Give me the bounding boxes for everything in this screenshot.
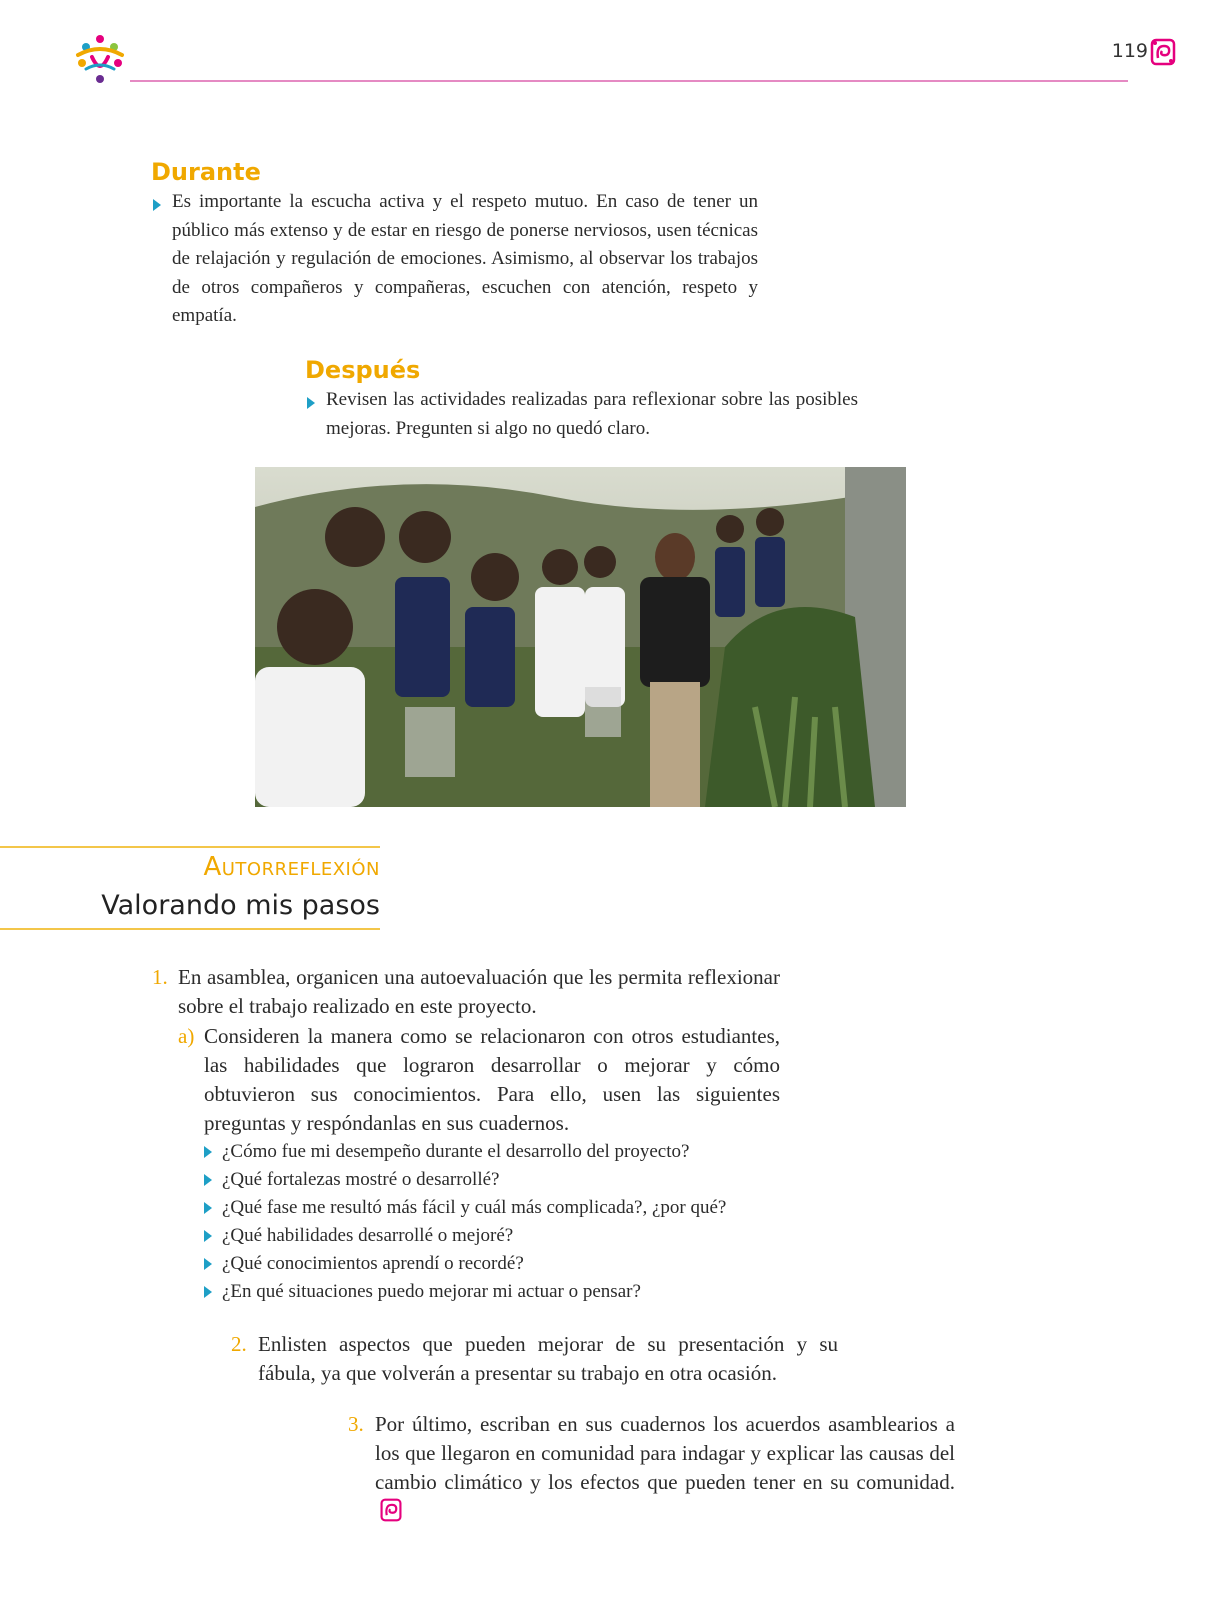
section-kicker: Autorreflexión bbox=[203, 852, 380, 882]
bullet-triangle-icon bbox=[204, 1174, 212, 1186]
bullet-triangle-icon bbox=[204, 1202, 212, 1214]
section-title: Valorando mis pasos bbox=[101, 890, 380, 921]
bullet-triangle-icon bbox=[204, 1146, 212, 1158]
section-rule-bottom bbox=[0, 928, 380, 930]
header-rule bbox=[130, 80, 1128, 82]
item-2-text: Enlisten aspectos que pueden mejorar de su presentación y su fábula, ya que volverán a presentar su trabajo en otra ocasión. bbox=[258, 1332, 838, 1385]
page-number: 119 bbox=[1111, 40, 1148, 62]
despues-heading: Después bbox=[305, 356, 421, 384]
bullet-triangle-icon bbox=[307, 397, 315, 409]
students-garden-photo bbox=[255, 467, 906, 807]
bullet-triangle-icon bbox=[204, 1230, 212, 1242]
durante-text: Es importante la escucha activa y el respeto mutuo. En caso de tener un público más extenso y de estar en riesgo de ponerse nerviosos, usen técnicas de relajación y regulación de emociones. Asimismo, al observar los trabajos de otros compañeros y compañeras, escuchen con atención, respeto y empatía. bbox=[172, 191, 758, 326]
despues-text: Revisen las actividades realizadas para reflexionar sobre las posibles mejoras. Pregunten si algo no quedó claro. bbox=[326, 389, 858, 439]
durante-heading: Durante bbox=[151, 158, 261, 186]
pink-spiral-ornament-icon bbox=[379, 1498, 403, 1522]
item-1a-letter: a) bbox=[178, 1024, 195, 1048]
bullet-triangle-icon bbox=[204, 1258, 212, 1270]
item-1-number: 1. bbox=[152, 965, 168, 989]
item-3-text: Por último, escriban en sus cuadernos los acuerdos asamblearios a los que llegaron en comunidad para indagar y explicar las causas del cambio climático y los efectos que pueden tener en su comunidad. bbox=[375, 1410, 955, 1526]
colorful-people-logo-icon bbox=[72, 33, 128, 85]
item-1-text: En asamblea, organicen una autoevaluación que les permita reflexionar sobre el trabajo realizado en este proyecto. bbox=[178, 965, 780, 1018]
item-2-number: 2. bbox=[231, 1332, 247, 1356]
bullet-triangle-icon bbox=[153, 199, 161, 211]
bullet-triangle-icon bbox=[204, 1286, 212, 1298]
section-rule-top bbox=[0, 846, 380, 848]
item-1a-text: Consideren la manera como se relacionaron con otros estudiantes, las habilidades que lograron desarrollar o mejorar y cómo obtuvieron sus conocimientos. Para ello, usen las siguientes preguntas y respóndanlas en sus cuadernos. bbox=[204, 1024, 780, 1135]
pink-spiral-ornament-icon bbox=[1150, 38, 1176, 66]
item-3-number: 3. bbox=[348, 1412, 364, 1436]
